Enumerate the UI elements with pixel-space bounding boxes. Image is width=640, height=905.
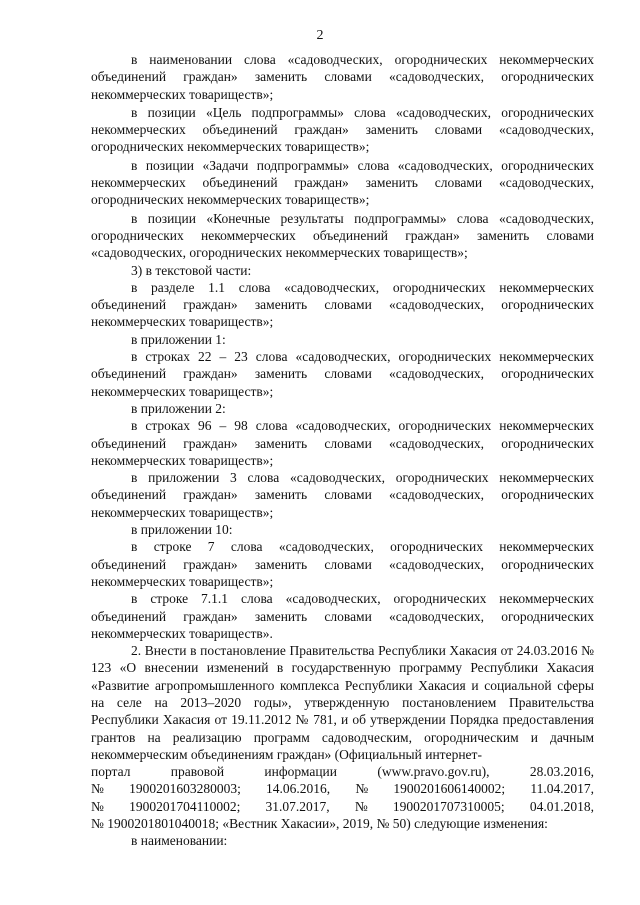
registry-cell: № (354, 798, 368, 814)
page-number: 2 (316, 28, 324, 43)
paragraph: в строке 7.1.1 слова «садоводческих, огороднических некоммерческих объединений граждан» заменить словами «садоводческих, огороднических некоммерческих товариществ». (91, 591, 594, 641)
registry-line (91, 780, 594, 797)
registry-cell: № (91, 781, 104, 797)
registry-cell: 1900201603280003; (129, 781, 241, 797)
registry-cell: правовой (170, 764, 225, 780)
paragraph: в приложении 3 слова «садоводческих, огороднических некоммерческих объединений граждан» заменить словами «садоводческих, огороднических некоммерческих товариществ»; (91, 470, 594, 520)
section-heading: 3) в текстовой части: (131, 262, 252, 278)
registry-cell: 14.06.2016, (266, 781, 331, 797)
appendix-heading: в приложении 10: (131, 522, 233, 538)
registry-cell: 04.01.2018, (529, 798, 594, 814)
appendix-heading: в приложении 2: (131, 400, 226, 416)
paragraph: в разделе 1.1 слова «садоводческих, огороднических некоммерческих объединений граждан» заменить словами «садоводческих, огороднических некоммерческих товариществ»; (91, 279, 594, 330)
paragraph: в позиции «Задачи подпрограммы» слова «садоводческих, огороднических некоммерческих объединений граждан» заменить словами «садоводческих, огороднических некоммерческих товариществ»; (91, 157, 594, 208)
paragraph: в строке 7 слова «садоводческих, огороднических некоммерческих объединений граждан» заменить словами «садоводческих, огороднических некоммерческих товариществ»; (91, 539, 594, 589)
paragraph: в позиции «Конечные результаты подпрограммы» слова «садоводческих, огороднических некоммерческих объединений граждан» заменить словами «садоводческих, огороднических некоммерческих товариществ»; (91, 210, 594, 261)
registry-line (91, 798, 594, 815)
paragraph: в строках 96 – 98 слова «садоводческих, огороднических некоммерческих объединений граждан» заменить словами «садоводческих, огороднических некоммерческих товариществ»; (91, 418, 594, 468)
registry-cell: № (355, 781, 369, 797)
registry-last-line: № 1900201801040018; «Вестник Хакасии», 2019, № 50) следующие изменения: (91, 816, 548, 832)
registry-cell: 1900201707310005; (392, 798, 505, 814)
registry-cell: 1900201606140002; (393, 781, 506, 797)
paragraph: в строках 22 – 23 слова «садоводческих, огороднических некоммерческих объединений граждан» заменить словами «садоводческих, огороднических некоммерческих товариществ»; (91, 349, 594, 399)
paragraph: в позиции «Цель подпрограммы» слова «садоводческих, огороднических некоммерческих объединений граждан» заменить словами «садоводческих, огороднических некоммерческих товариществ»; (91, 104, 594, 155)
paragraph: 2. Внести в постановление Правительства Республики Хакасия от 24.03.2016 № 123 «О внесении изменений в государственную программу Республики Хакасия «Развитие агропромышленного комплекса Республики Хакасия и социальной сферы на селе на 2013–2020 годы», утвержденную постановлением Правительства Республики Хакасия от 19.11.2012 № 781, и об утверждении Порядка предоставления грантов на реализацию программ садоводческим, огородническим и дачным некоммерческим объединениям граждан» (Официальный интернет- (91, 643, 594, 762)
registry-cell: (www.pravo.gov.ru), (377, 764, 490, 780)
registry-cell: 1900201704110002; (129, 798, 241, 814)
paragraph: в наименовании: (131, 833, 228, 849)
document-body (91, 51, 594, 850)
registry-cell: № (91, 798, 104, 814)
registry-cell: портал (91, 764, 131, 780)
registry-line (91, 763, 594, 780)
paragraph: в наименовании слова «садоводческих, огороднических некоммерческих объединений граждан» заменить словами «садоводческих, огороднических некоммерческих товариществ»; (91, 52, 594, 102)
registry-cell: 11.04.2017, (530, 781, 594, 797)
registry-cell: 28.03.2016, (529, 764, 594, 780)
registry-cell: информации (264, 764, 337, 780)
appendix-heading: в приложении 1: (131, 331, 226, 347)
registry-cell: 31.07.2017, (265, 798, 330, 814)
